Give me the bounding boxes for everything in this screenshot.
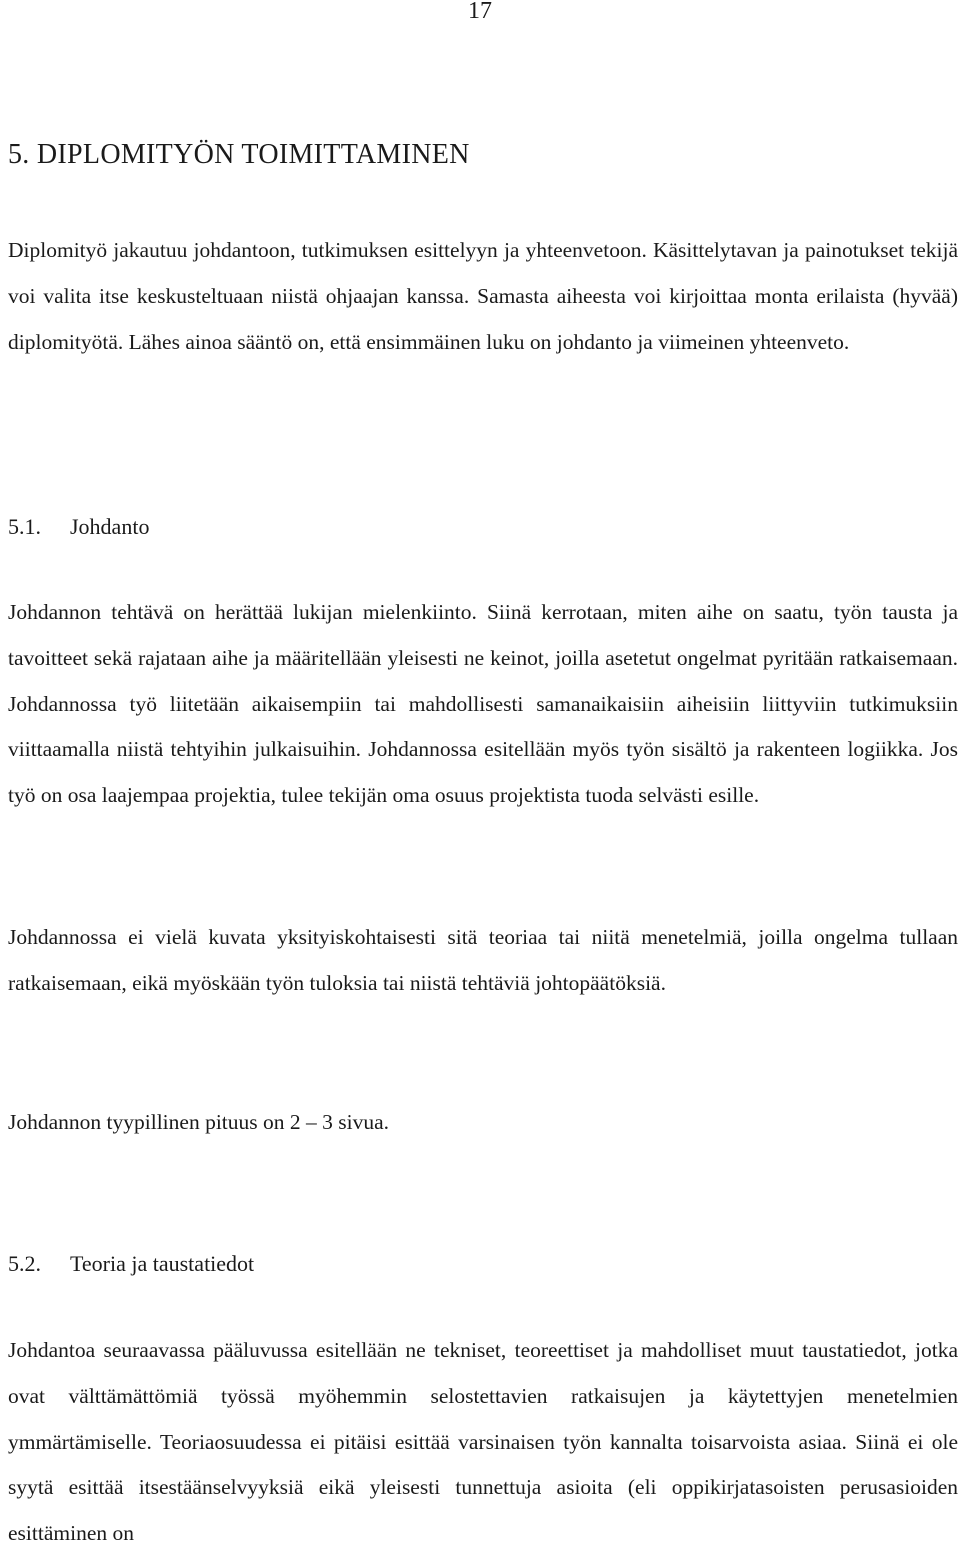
page-number: 17 (468, 0, 492, 24)
section-heading-teoria (8, 1249, 254, 1279)
section-heading-johdanto (8, 512, 149, 542)
section-number: 5.1. (8, 514, 41, 539)
section-title: Teoria ja taustatiedot (70, 1251, 255, 1276)
johdanto-paragraph-3: Johdannon tyypillinen pituus on 2 – 3 sivua. (8, 1110, 390, 1134)
teoria-paragraph-1: Johdantoa seuraavassa pääluvussa esitellään ne tekniset, teoreettiset ja mahdolliset muut taustatiedot, jotka ovat välttämättömiä työssä myöhemmin selostettavien ratkaisujen ja käytettyjen menetelmien ymmärtämiselle. Teoriaosuudessa ei pitäisi esittää varsinaisen työn kannalta toisarvoista asiaa. Siinä ei ole syytä esittää itsestäänselvyyksiä eikä yleisesti tunnettuja asioita (eli oppikirjatasoisten perusasioiden esittäminen on (8, 1338, 958, 1546)
johdanto-paragraph-1: Johdannon tehtävä on herättää lukijan mielenkiinto. Siinä kerrotaan, miten aihe on saatu, työn tausta ja tavoitteet sekä rajataan aihe ja määritellään yleisesti ne keinot, joilla asetetut ongelmat pyritään ratkaisemaan. Johdannossa työ liitetään aikaisempiin tai mahdollisesti samanaikaisiin aiheisiin liittyviin tutkimuksiin viittaamalla niistä tehtyihin julkaisuihin. Johdannossa esitellään myös työn sisältö ja rakenteen logiikka. Jos työ on osa laajempaa projektia, tulee tekijän oma osuus projektista tuoda selvästi esille. (8, 600, 958, 808)
chapter-intro-paragraph: Diplomityö jakautuu johdantoon, tutkimuksen esittelyyn ja yhteenvetoon. Käsittelytavan ja painotukset tekijä voi valita itse keskusteltuaan niistä ohjaajan kanssa. Samasta aiheesta voi kirjoittaa monta erilaista (hyvää) diplomityötä. Lähes ainoa sääntö on, että ensimmäinen luku on johdanto ja viimeinen yhteenveto. (8, 238, 958, 354)
chapter-heading: 5. DIPLOMITYÖN TOIMITTAMINEN (8, 139, 470, 170)
johdanto-paragraph-2: Johdannossa ei vielä kuvata yksityiskohtaisesti sitä teoriaa tai niitä menetelmiä, joilla ongelma tullaan ratkaisemaan, eikä myöskään työn tuloksia tai niistä tehtäviä johtopäätöksiä. (8, 925, 958, 995)
section-title: Johdanto (70, 514, 150, 539)
section-number: 5.2. (8, 1251, 41, 1276)
